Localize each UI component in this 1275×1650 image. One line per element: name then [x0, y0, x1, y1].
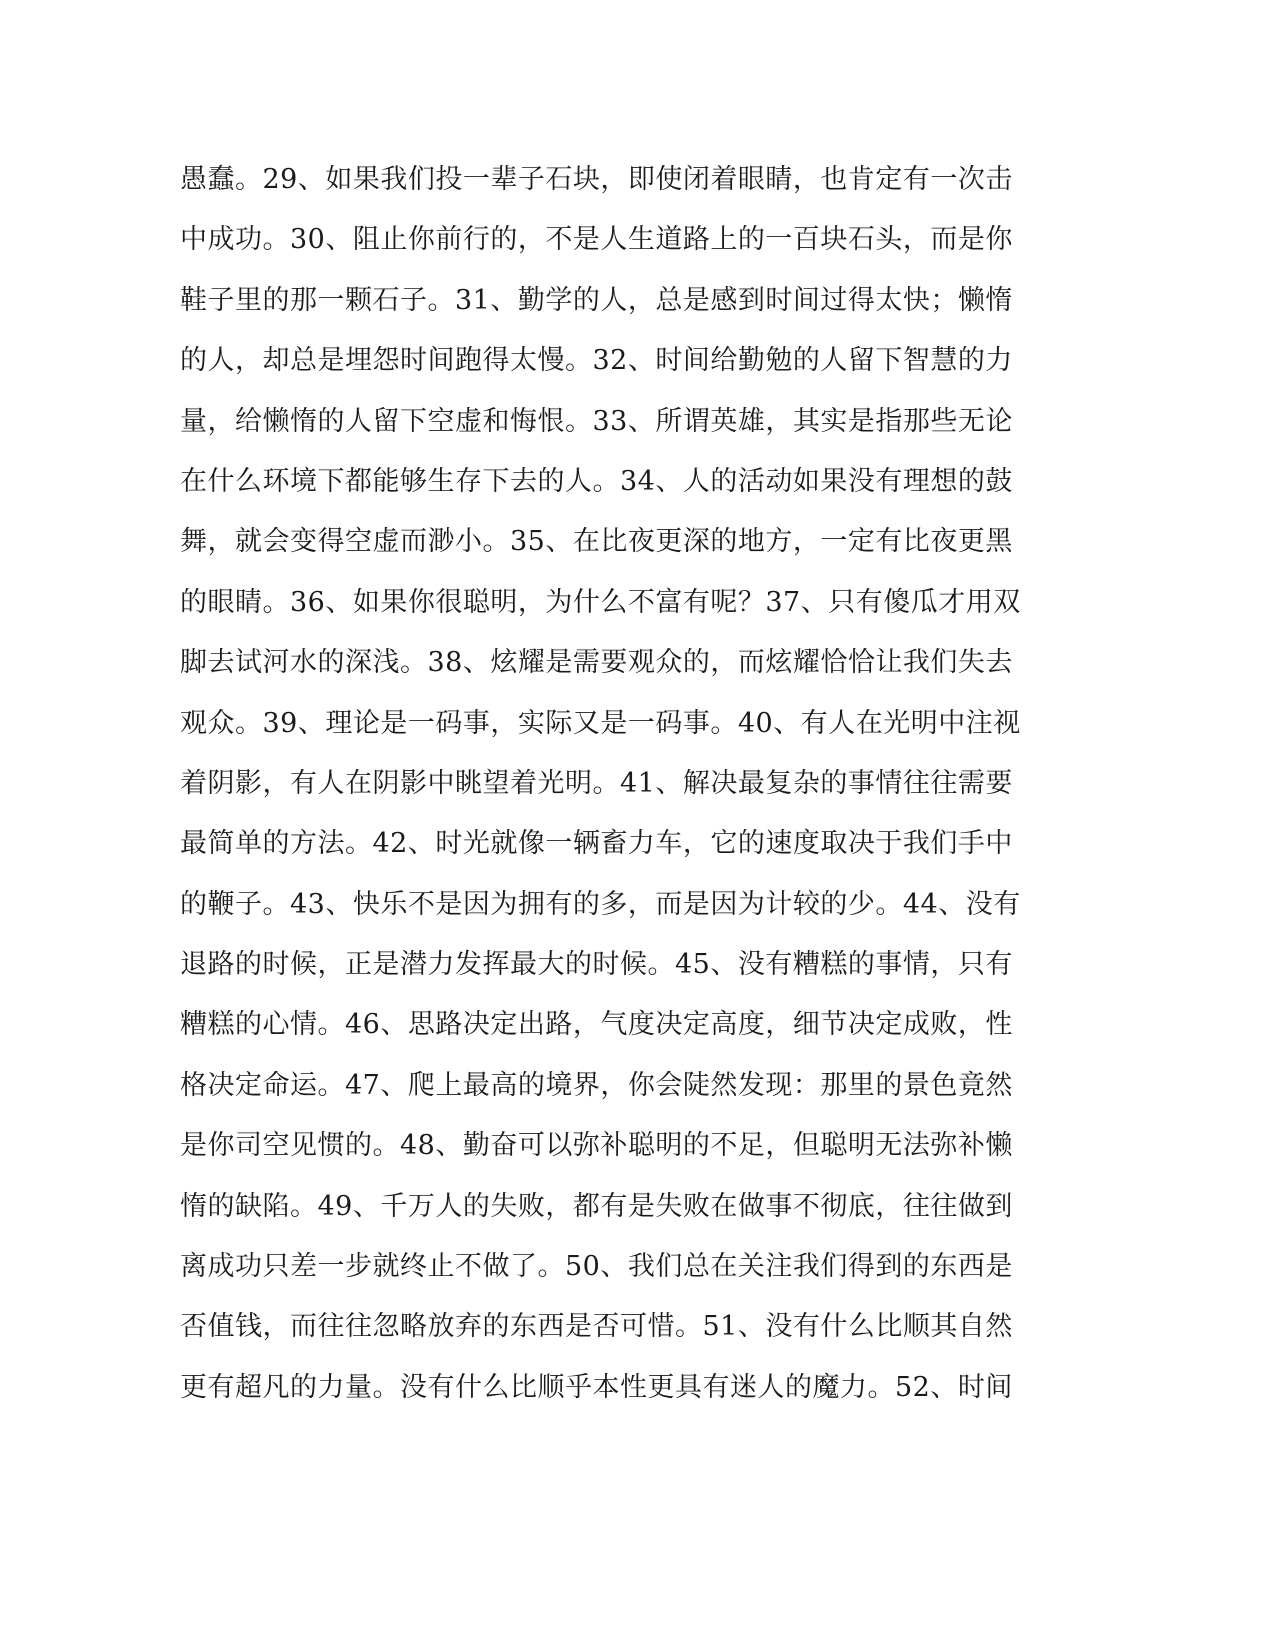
text-line: 中成功。30、阻止你前行的，不是人生道路上的一百块石头，而是你 — [180, 224, 1013, 256]
document-body — [180, 150, 1021, 1418]
text-line: 惰的缺陷。49、千万人的失败，都有是失败在做事不彻底，往往做到 — [180, 1190, 1013, 1222]
text-line: 在什么环境下都能够生存下去的人。34、人的活动如果没有理想的鼓 — [180, 465, 1013, 497]
text-line: 的人，却总是埋怨时间跑得太慢。32、时间给勤勉的人留下智慧的力 — [180, 345, 1013, 377]
text-line: 的眼睛。36、如果你很聪明，为什么不富有呢？37、只有傻瓜才用双 — [180, 586, 1021, 618]
text-line: 格决定命运。47、爬上最高的境界，你会陡然发现：那里的景色竟然 — [180, 1069, 1013, 1101]
text-line: 愚蠢。29、如果我们投一辈子石块，即使闭着眼睛，也肯定有一次击 — [180, 164, 1013, 195]
text-line: 舞，就会变得空虚而渺小。35、在比夜更深的地方，一定有比夜更黑 — [180, 526, 1013, 558]
text-line: 更有超凡的力量。没有什么比顺乎本性更具有迷人的魔力。52、时间 — [180, 1371, 1013, 1403]
text-line: 离成功只差一步就终止不做了。50、我们总在关注我们得到的东西是 — [180, 1251, 1013, 1283]
text-line: 脚去试河水的深浅。38、炫耀是需要观众的，而炫耀恰恰让我们失去 — [180, 647, 1013, 679]
text-line: 糟糕的心情。46、思路决定出路，气度决定高度，细节决定成败，性 — [180, 1009, 1013, 1041]
text-line: 是你司空见惯的。48、勤奋可以弥补聪明的不足，但聪明无法弥补懒 — [180, 1130, 1013, 1162]
text-line: 最简单的方法。42、时光就像一辆畜力车，它的速度取决于我们手中 — [180, 828, 1013, 860]
text-line: 量，给懒惰的人留下空虚和悔恨。33、所谓英雄，其实是指那些无论 — [180, 405, 1013, 437]
text-line: 观众。39、理论是一码事，实际又是一码事。40、有人在光明中注视 — [180, 707, 1021, 739]
text-line: 着阴影，有人在阴影中眺望着光明。41、解决最复杂的事情往往需要 — [180, 767, 1013, 799]
text-line: 鞋子里的那一颗石子。31、勤学的人，总是感到时间过得太快；懒惰 — [180, 284, 1013, 316]
text-line: 否值钱，而往往忽略放弃的东西是否可惜。51、没有什么比顺其自然 — [180, 1311, 1013, 1343]
text-line: 的鞭子。43、快乐不是因为拥有的多，而是因为计较的少。44、没有 — [180, 888, 1021, 920]
text-line: 退路的时候，正是潜力发挥最大的时候。45、没有糟糕的事情，只有 — [180, 949, 1013, 981]
